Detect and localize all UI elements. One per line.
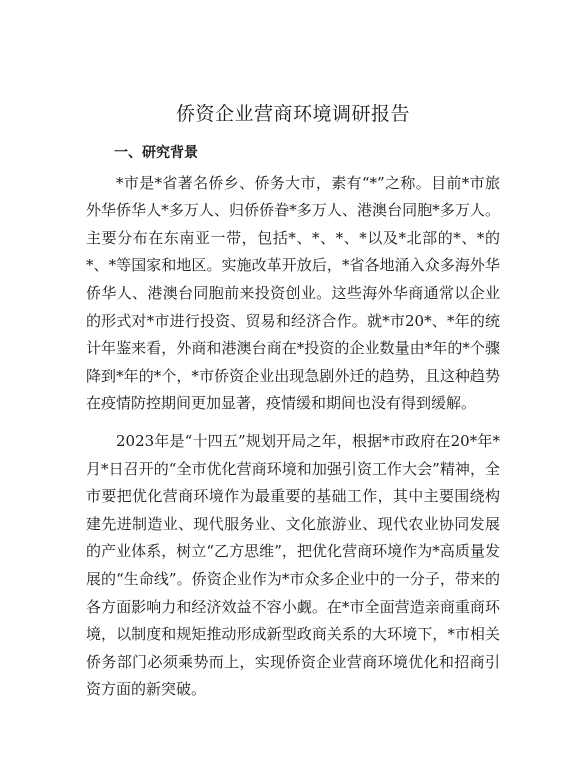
section-heading: 一、研究背景 (114, 145, 198, 161)
document-body (86, 140, 500, 704)
body-paragraph-2: 2023年是“十四五”规划开局之年，根据*市政府在20*年*月*日召开的“全市优化营商环境和加强引资工作大会”精神，全市要把优化营商环境作为最重要的基础工作，其中主要围绕构建先进制造业、现代服务业、文化旅游业、现代农业协同发展的产业体系，树立“乙方思维”，把优化营商环境作为*高质量发展的“生命线”。侨资企业作为*市众多企业中的一分子，带来的各方面影响力和经济效益不容小觑。在*市全面营造亲商重商环境，以制度和规矩推动形成新型政商关系的大环境下，*市相关侨务部门必须乘势而上，实现侨资企业营商环境优化和招商引资方面的新突破。 (86, 431, 500, 699)
document-title: 侨资企业营商环境调研报告 (175, 103, 410, 125)
body-paragraph-1: *市是*省著名侨乡、侨务大市，素有“*”之称。目前*市旅外华侨华人*多万人、归侨侨眷*多万人、港澳台同胞*多万人。主要分布在东南亚一带，包括*、*、*、*以及*北部的*、*的*、*等国家和地区。实施改革开放后，*省各地涌入众多海外华侨华人、港澳台同胞前来投资创业。这些海外华商通常以企业的形式对*市进行投资、贸易和经济合作。就*市20*、*年的统计年鉴来看，外商和港澳台商在*投资的企业数量由*年的*个骤降到*年的*个，*市侨资企业出现急剧外迁的趋势，且这种趋势在疫情防控期间更加显著，疫情缓和期间也没有得到缓解。 (86, 173, 500, 413)
